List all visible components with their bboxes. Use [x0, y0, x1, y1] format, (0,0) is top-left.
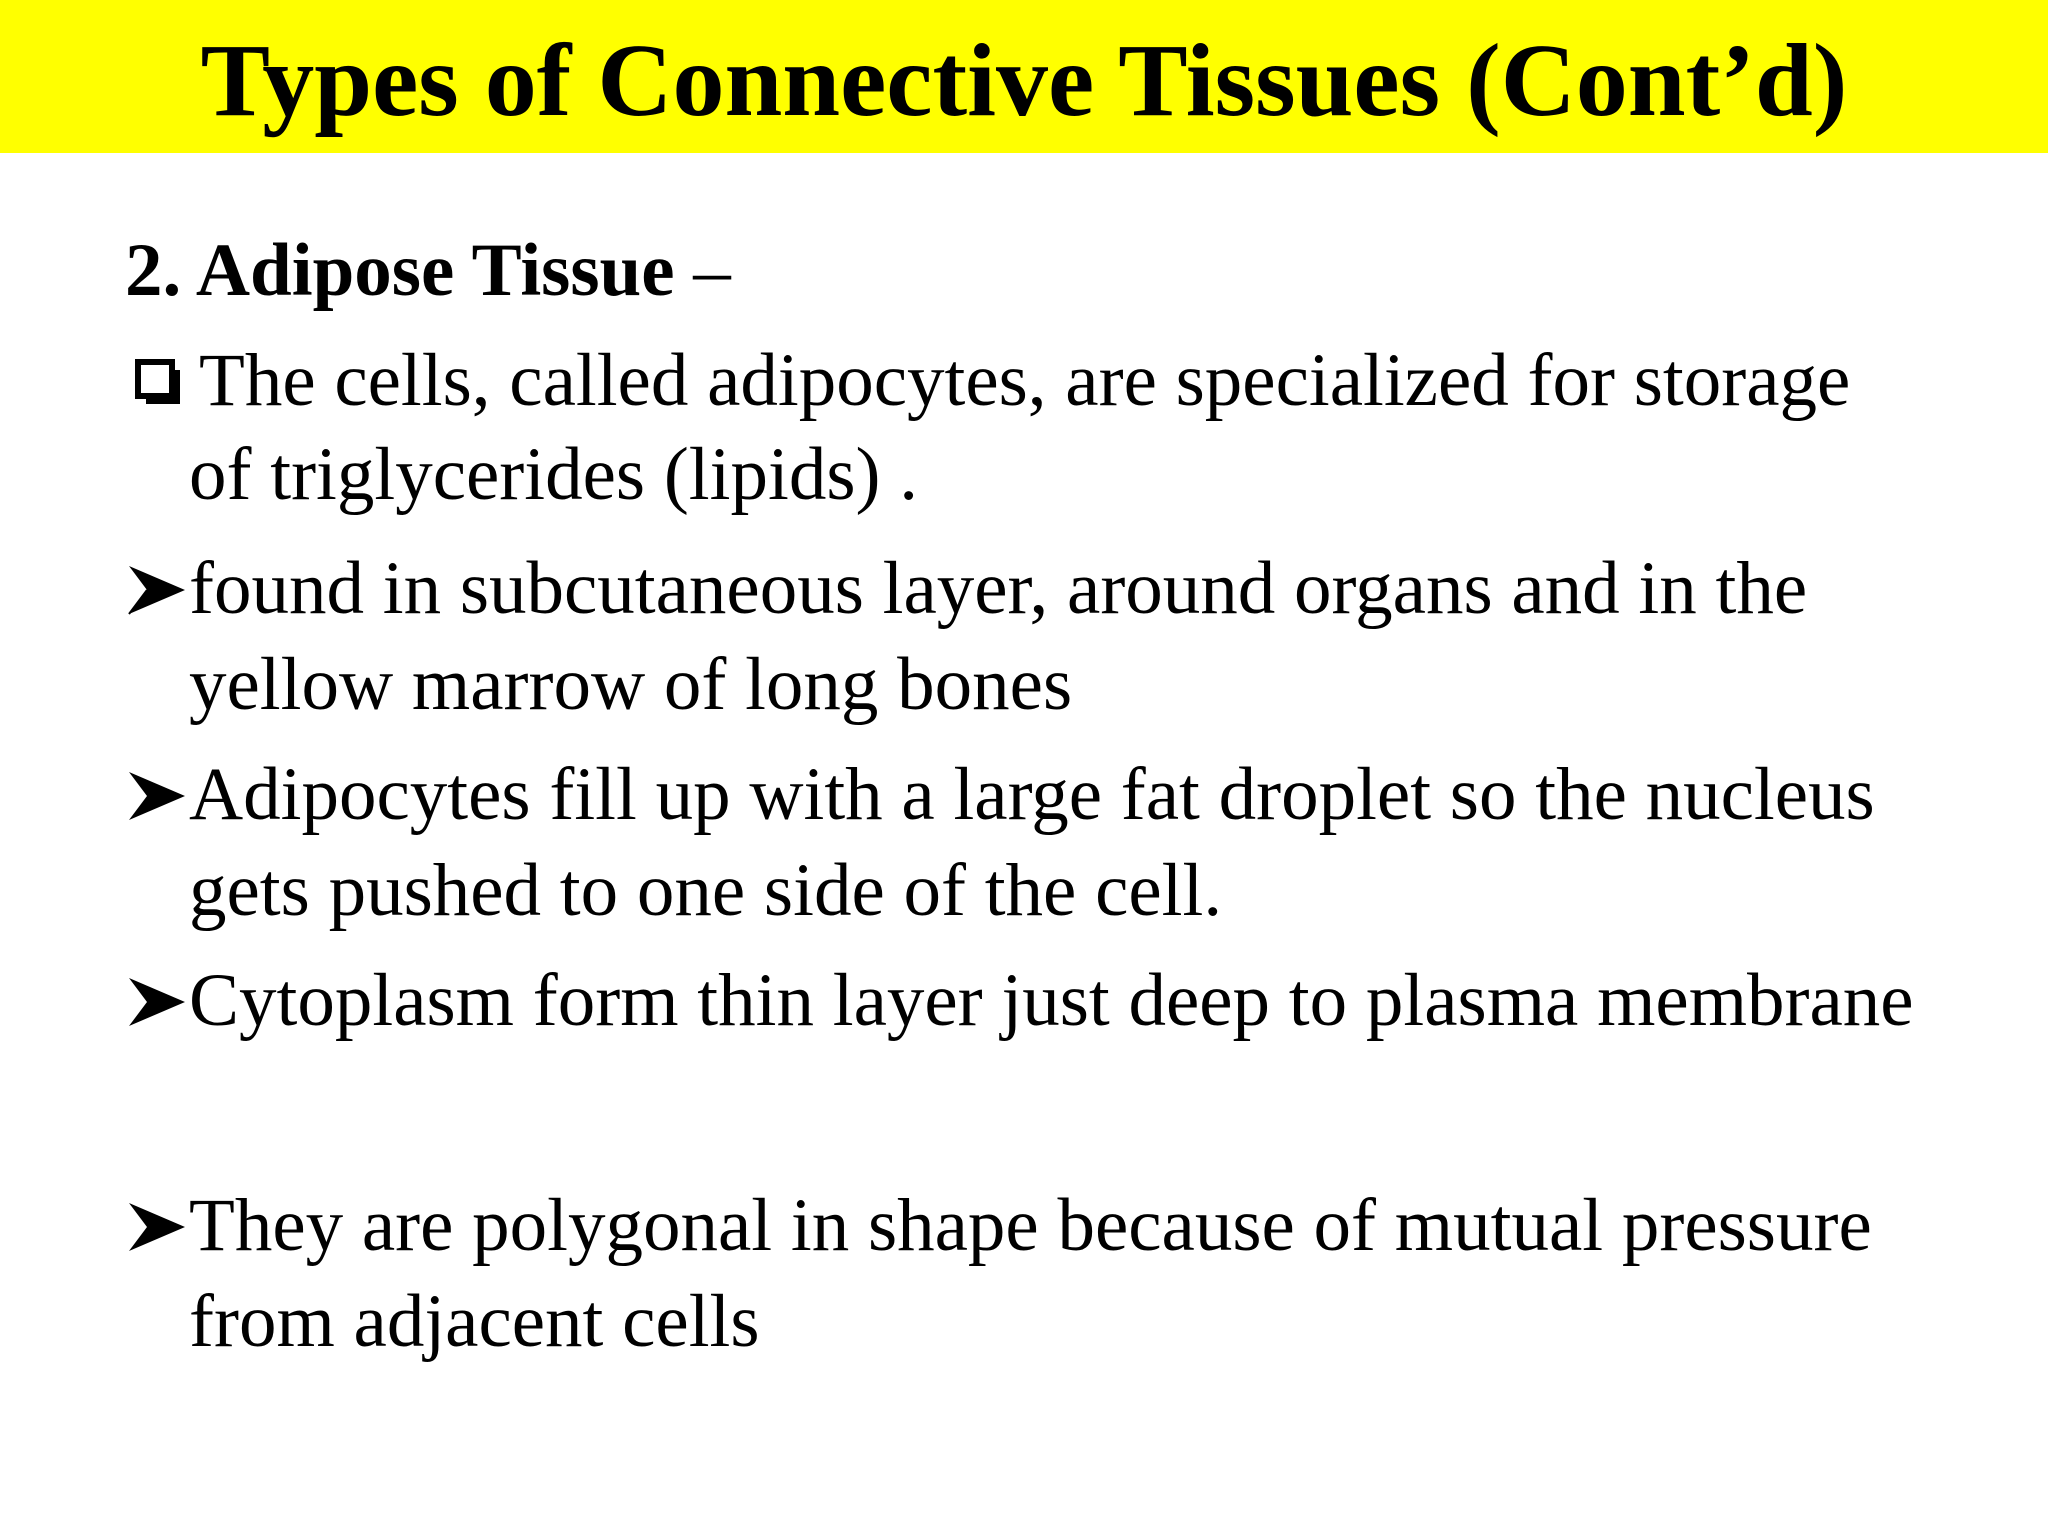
- section-heading-label: 2. Adipose Tissue: [125, 229, 675, 312]
- bullet-text-line: gets pushed to one side of the cell.: [189, 849, 1223, 932]
- slide-title: Types of Connective Tissues (Cont’d): [200, 23, 1848, 138]
- section-heading: [125, 228, 731, 314]
- bullet-text-line: yellow marrow of long bones: [189, 643, 1073, 726]
- section-heading-dash: –: [674, 229, 731, 312]
- arrowhead-bullet-icon: [127, 564, 187, 616]
- arrowhead-bullet-icon: [127, 1201, 187, 1253]
- bullet-text-line: of triglycerides (lipids) .: [189, 433, 918, 516]
- arrowhead-bullet-icon: [127, 770, 187, 822]
- hollow-square-bullet-icon: [132, 356, 182, 406]
- bullet-text-line: The cells, called adipocytes, are specialized for storage: [199, 339, 1851, 422]
- title-bar: [0, 0, 2048, 153]
- bullet-text-line: Cytoplasm form thin layer just deep to plasma membrane: [189, 959, 1914, 1042]
- bullet-text-line: Adipocytes fill up with a large fat droplet so the nucleus: [189, 753, 1875, 836]
- arrowhead-bullet-icon: [127, 976, 187, 1028]
- bullet-text-line: found in subcutaneous layer, around organs and in the: [189, 547, 1808, 630]
- bullet-text-line: from adjacent cells: [189, 1280, 760, 1363]
- bullet-text-line: They are polygonal in shape because of mutual pressure: [189, 1184, 1872, 1267]
